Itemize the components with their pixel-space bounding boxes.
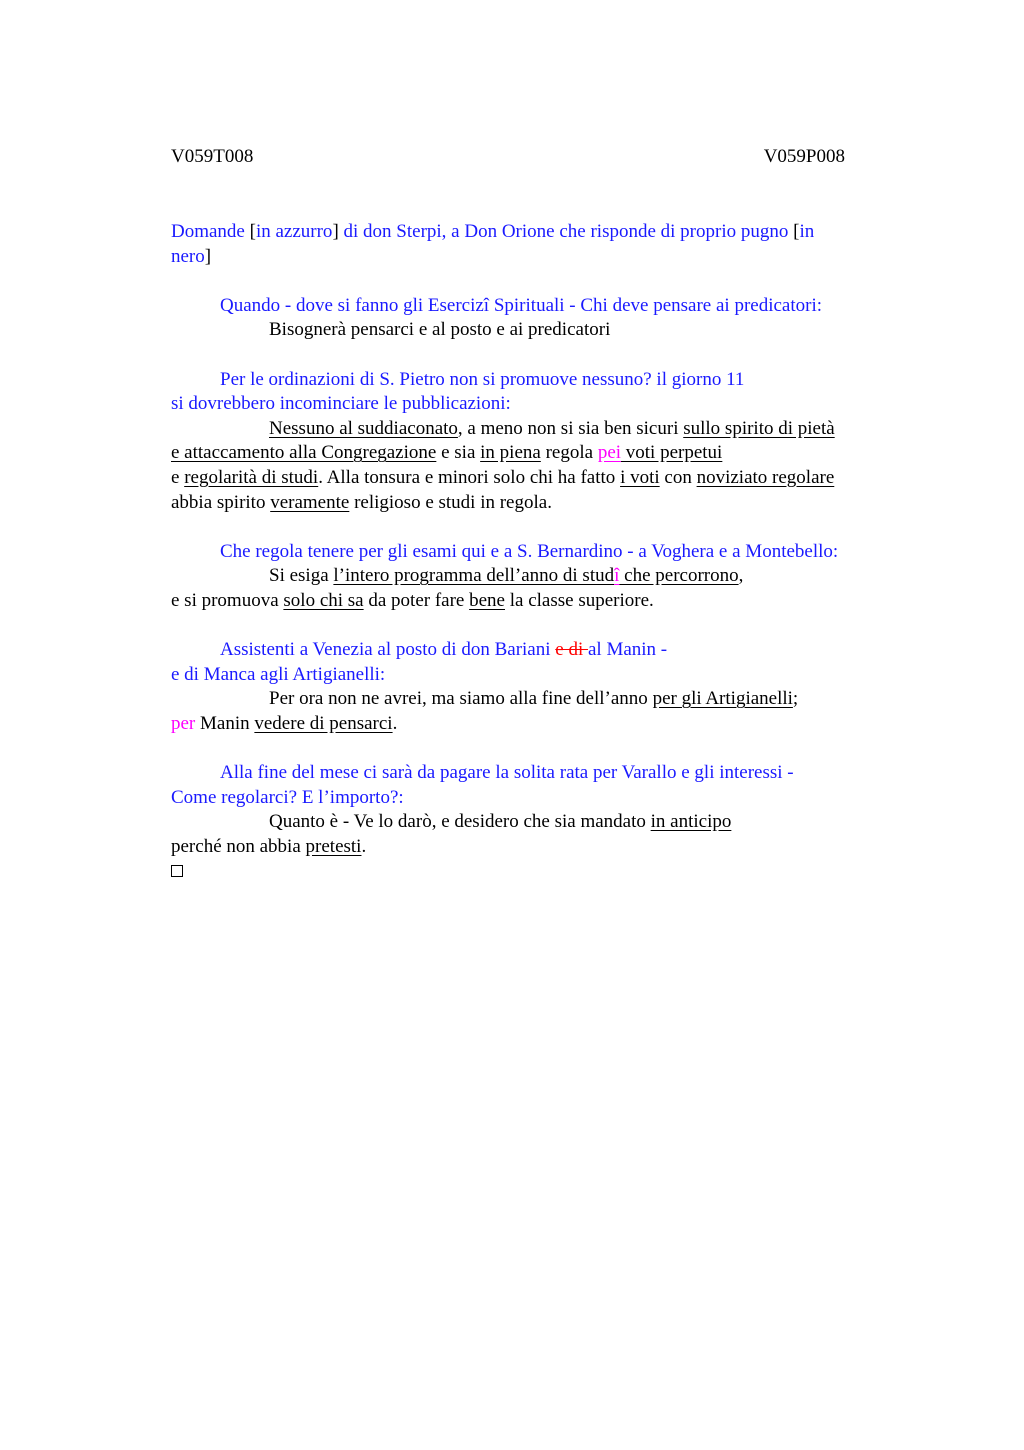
underlined-text: noviziato regolare [696, 466, 835, 488]
question-5-line-1: Alla fine del mese ci sarà da pagare la solita rata per Varallo e gli interessi - [220, 762, 794, 784]
answer-2-line-1 [171, 417, 896, 442]
answer-3-line-2 [171, 589, 896, 614]
underlined-text: Nessuno al suddiaconato [269, 417, 458, 439]
answer-text: con [659, 466, 697, 488]
intro-text: Domande [171, 221, 250, 242]
answer-text: . [361, 835, 367, 857]
underlined-text: i voti [620, 466, 660, 488]
answer-text: e [171, 466, 185, 488]
document-body [171, 220, 896, 884]
intro-text: in [799, 221, 815, 242]
underlined-text: solo chi sa [283, 589, 364, 611]
answer-text: e si promuova [171, 589, 284, 611]
answer-text: religioso e studi in regola. [349, 491, 552, 513]
correction-text: per [171, 712, 196, 734]
underlined-text: in piena [480, 442, 541, 464]
intro-text: di don Sterpi, a Don Orione che risponde di proprio pugno [338, 221, 794, 242]
correction-text: pei [597, 442, 622, 464]
bracket-open: [ [249, 221, 256, 242]
question-text: al Manin - [587, 639, 668, 661]
answer-2-line-3 [171, 466, 896, 491]
answer-text: regola [540, 442, 598, 464]
underlined-text: pretesti [305, 835, 362, 857]
answer-text: la classe superiore. [505, 589, 654, 611]
bracket-close: ] [332, 221, 339, 242]
answer-4-line-2 [171, 712, 896, 737]
question-1: Quando - dove si fanno gli Esercizî Spirituali - Chi deve pensare ai predicatori: [220, 294, 823, 316]
answer-text: da poter fare [363, 589, 470, 611]
answer-text: Manin [195, 712, 255, 734]
answer-1: Bisognerà pensarci e al posto e ai predicatori [269, 319, 611, 341]
answer-text: Si esiga [269, 565, 334, 587]
underlined-text: che percorrono [619, 565, 739, 587]
answer-text: e sia [436, 442, 481, 464]
bracket-close: ] [204, 245, 212, 267]
question-2-line-1: Per le ordinazioni di S. Pietro non si promuove nessuno? il giorno 11 [220, 368, 745, 390]
volume-code-right: V059P008 [763, 146, 845, 167]
answer-text: perché non abbia [171, 835, 306, 857]
underlined-text: e attaccamento alla Congregazione [171, 442, 437, 464]
question-3: Che regola tenere per gli esami qui e a S. Bernardino - a Voghera e a Montebello: [220, 540, 839, 562]
underlined-text: vedere di pensarci [254, 712, 393, 734]
answer-text: , [738, 565, 744, 587]
answer-text: . [392, 712, 398, 734]
correction-text: î [614, 565, 620, 587]
answer-5-line-1 [171, 810, 896, 835]
answer-3-line-1 [171, 564, 896, 589]
question-4-line-1 [171, 638, 896, 663]
underlined-text: sullo spirito di pietà [683, 417, 835, 439]
question-4-line-2: e di Manca agli Artigianelli: [171, 663, 386, 685]
answer-text: . Alla tonsura e minori solo chi ha fatto [318, 466, 621, 488]
question-2-line-2: si dovrebbero incominciare le pubblicazioni: [171, 393, 511, 415]
intro-text: in azzurro [255, 221, 333, 242]
end-marker-line [171, 859, 896, 884]
underlined-text: regolarità di studi [184, 466, 319, 488]
answer-text: Per ora non ne avrei, ma siamo alla fine dell’anno [269, 688, 653, 710]
page-header [171, 146, 845, 170]
answer-2-line-4 [171, 491, 896, 516]
answer-2-line-2 [171, 441, 896, 466]
underlined-text: per gli Artigianelli [652, 688, 793, 710]
answer-4-line-1 [171, 687, 896, 712]
question-5-line-2: Come regolarci? E l’importo?: [171, 786, 404, 808]
answer-text: ; [792, 688, 799, 710]
underlined-text: l’intero programma dell’anno di stud [333, 565, 615, 587]
intro-text: nero [171, 245, 205, 267]
answer-text: , a meno non si sia ben sicuri [457, 417, 684, 439]
intro-line-1 [171, 220, 896, 245]
underlined-text: voti perpetui [621, 442, 723, 464]
intro-line-2 [171, 245, 896, 270]
underlined-text: bene [469, 589, 505, 611]
struck-text: e di [555, 639, 588, 661]
question-text: Assistenti a Venezia al posto di don Bariani [220, 639, 556, 661]
answer-5-line-2 [171, 835, 896, 860]
bracket-open: [ [793, 221, 800, 242]
answer-text: abbia spirito [171, 491, 271, 513]
answer-text: Quanto è - Ve lo darò, e desidero che sia mandato [269, 811, 651, 833]
volume-code-left: V059T008 [171, 146, 254, 167]
end-square-icon [171, 865, 183, 877]
underlined-text: veramente [270, 491, 350, 513]
underlined-text: in anticipo [650, 811, 732, 833]
